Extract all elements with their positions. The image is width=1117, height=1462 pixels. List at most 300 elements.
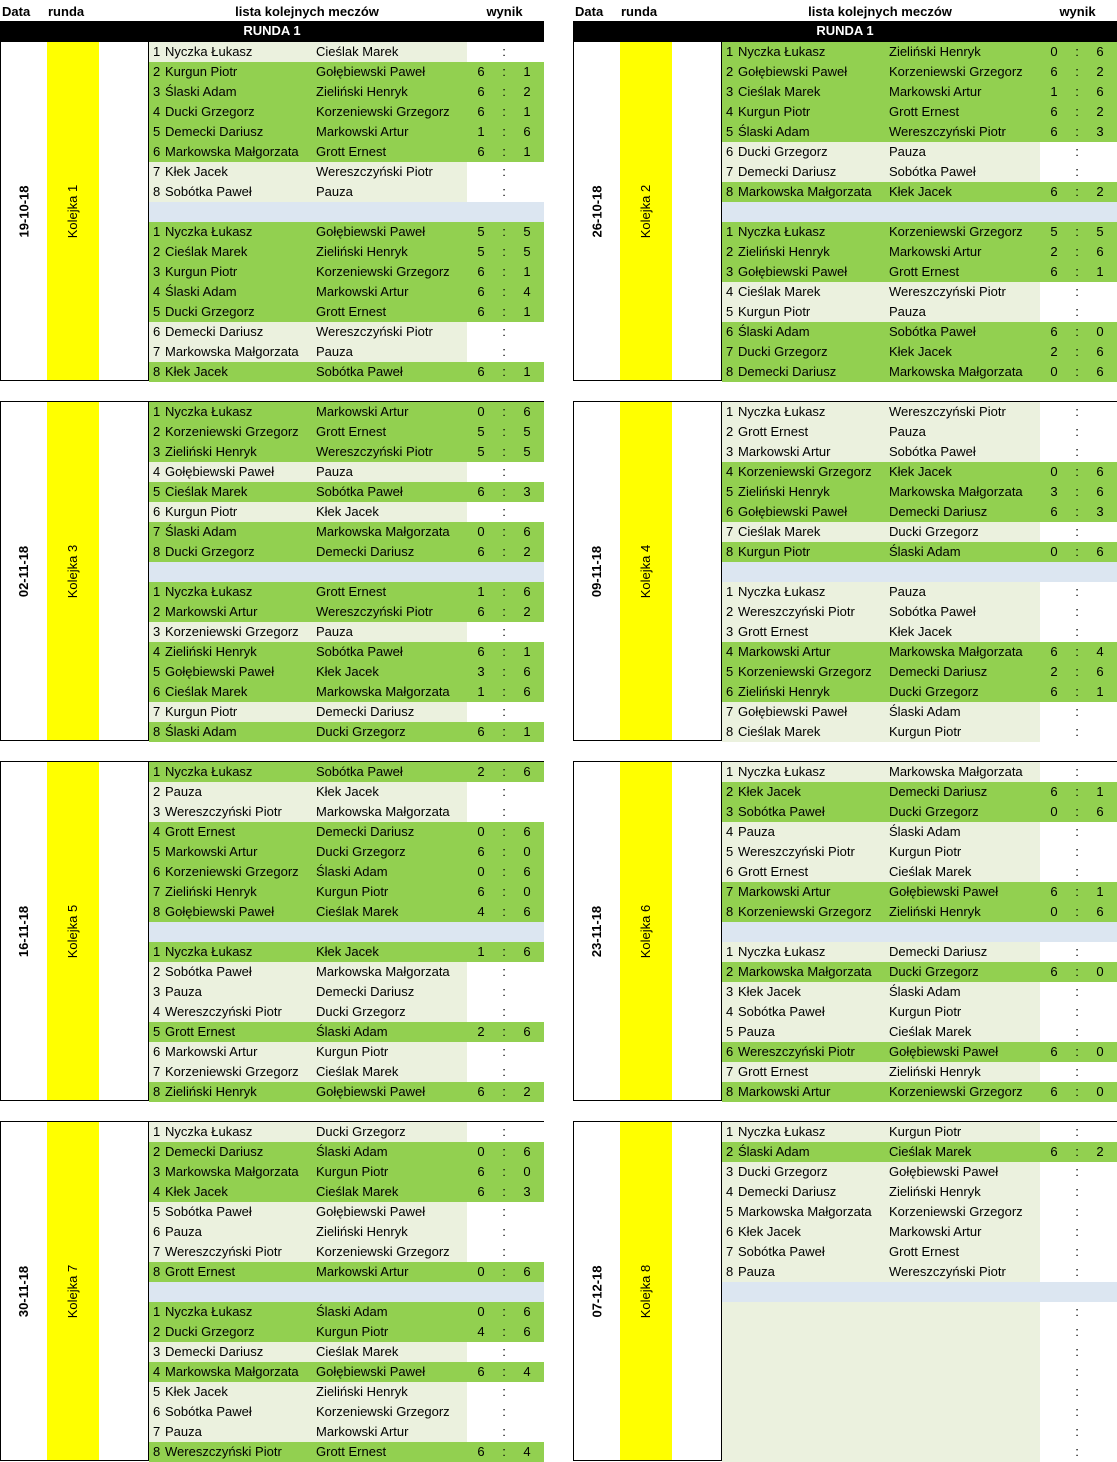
match-row bbox=[149, 1162, 544, 1182]
player-away: Markowska Małgorzata bbox=[889, 644, 1023, 659]
player-away: Ślaski Adam bbox=[889, 544, 961, 559]
match-number: 8 bbox=[726, 544, 734, 559]
score-away[interactable]: 3 bbox=[1096, 124, 1104, 139]
score-home[interactable]: 6 bbox=[477, 644, 485, 659]
score-home[interactable]: 0 bbox=[1050, 364, 1058, 379]
player-away: Grott Ernest bbox=[316, 144, 387, 159]
score-home[interactable]: 6 bbox=[477, 484, 485, 499]
score-colon: : bbox=[502, 1304, 506, 1319]
score-colon: : bbox=[1075, 604, 1079, 619]
score-away[interactable]: 6 bbox=[1096, 44, 1104, 59]
score-away[interactable]: 6 bbox=[523, 824, 531, 839]
match-row bbox=[149, 942, 544, 962]
score-home[interactable]: 6 bbox=[1050, 1084, 1058, 1099]
player-home: Demecki Dariusz bbox=[165, 324, 264, 339]
match-number: 3 bbox=[726, 84, 734, 99]
match-row bbox=[722, 422, 1117, 442]
header-runda: runda bbox=[621, 4, 658, 19]
match-row bbox=[149, 262, 544, 282]
match-row bbox=[149, 502, 544, 522]
score-home[interactable]: 6 bbox=[477, 64, 485, 79]
score-home[interactable]: 6 bbox=[1050, 124, 1058, 139]
score-home[interactable]: 6 bbox=[1050, 104, 1058, 119]
match-row bbox=[722, 582, 1117, 602]
score-away[interactable]: 3 bbox=[523, 484, 531, 499]
player-away: Ślaski Adam bbox=[889, 984, 961, 999]
score-colon: : bbox=[1075, 824, 1079, 839]
group-separator bbox=[149, 922, 544, 942]
score-home[interactable]: 2 bbox=[1050, 244, 1058, 259]
score-away[interactable]: 1 bbox=[523, 144, 531, 159]
score-away[interactable]: 2 bbox=[523, 544, 531, 559]
score-home[interactable]: 6 bbox=[1050, 64, 1058, 79]
score-home[interactable]: 6 bbox=[477, 724, 485, 739]
player-home: Wereszczyński Piotr bbox=[738, 844, 855, 859]
score-away[interactable]: 6 bbox=[523, 1144, 531, 1159]
player-away: Korzeniewski Grzegorz bbox=[316, 104, 450, 119]
score-away[interactable]: 1 bbox=[523, 644, 531, 659]
score-away[interactable]: 6 bbox=[1096, 664, 1104, 679]
player-home: Markowska Małgorzata bbox=[165, 344, 299, 359]
score-home[interactable]: 0 bbox=[477, 1144, 485, 1159]
score-colon: : bbox=[1075, 1344, 1079, 1359]
score-home[interactable]: 6 bbox=[1050, 1144, 1058, 1159]
score-home[interactable]: 6 bbox=[477, 604, 485, 619]
score-away[interactable]: 5 bbox=[523, 424, 531, 439]
score-home[interactable]: 6 bbox=[1050, 884, 1058, 899]
score-home[interactable]: 0 bbox=[477, 524, 485, 539]
match-row bbox=[149, 1442, 544, 1462]
score-home[interactable]: 1 bbox=[477, 124, 485, 139]
score-home[interactable]: 1 bbox=[477, 944, 485, 959]
player-home: Grott Ernest bbox=[165, 1024, 236, 1039]
score-home[interactable]: 6 bbox=[1050, 264, 1058, 279]
kolejka-cell bbox=[620, 42, 672, 380]
score-home[interactable]: 2 bbox=[477, 764, 485, 779]
date-label: 07-12-18 bbox=[589, 1264, 605, 1318]
match-row bbox=[149, 962, 544, 982]
score-home[interactable]: 6 bbox=[477, 1084, 485, 1099]
score-away[interactable]: 6 bbox=[523, 1024, 531, 1039]
score-home[interactable]: 6 bbox=[477, 1184, 485, 1199]
score-home[interactable]: 6 bbox=[1050, 184, 1058, 199]
match-row bbox=[149, 82, 544, 102]
score-away[interactable]: 2 bbox=[1096, 104, 1104, 119]
score-away[interactable]: 2 bbox=[523, 84, 531, 99]
player-home: Gołębiewski Paweł bbox=[165, 904, 275, 919]
player-home: Cieślak Marek bbox=[738, 524, 821, 539]
match-number: 3 bbox=[153, 624, 161, 639]
score-away[interactable]: 0 bbox=[523, 884, 531, 899]
score-away[interactable]: 1 bbox=[1096, 264, 1104, 279]
score-colon: : bbox=[502, 1224, 506, 1239]
score-colon: : bbox=[502, 284, 506, 299]
player-away: Markowska Małgorzata bbox=[316, 964, 450, 979]
player-home: Cieślak Marek bbox=[165, 484, 248, 499]
score-colon: : bbox=[502, 1344, 506, 1359]
player-away: Ducki Grzegorz bbox=[316, 844, 406, 859]
score-colon: : bbox=[502, 904, 506, 919]
round-block bbox=[573, 401, 1117, 741]
player-home: Grott Ernest bbox=[738, 424, 809, 439]
score-away[interactable]: 6 bbox=[1096, 464, 1104, 479]
score-home[interactable]: 3 bbox=[1050, 484, 1058, 499]
player-away: Wereszczyński Piotr bbox=[889, 1264, 1006, 1279]
score-away[interactable]: 5 bbox=[1096, 224, 1104, 239]
score-home[interactable]: 1 bbox=[477, 684, 485, 699]
score-home[interactable]: 6 bbox=[1050, 324, 1058, 339]
score-home[interactable]: 6 bbox=[1050, 684, 1058, 699]
score-home[interactable]: 6 bbox=[1050, 1044, 1058, 1059]
score-away[interactable]: 3 bbox=[523, 1184, 531, 1199]
date-cell bbox=[574, 762, 620, 1100]
score-away[interactable]: 1 bbox=[1096, 884, 1104, 899]
player-home: Zieliński Henryk bbox=[738, 244, 830, 259]
score-colon: : bbox=[502, 1024, 506, 1039]
match-number: 6 bbox=[153, 1404, 161, 1419]
score-colon: : bbox=[502, 264, 506, 279]
match-row bbox=[149, 722, 544, 742]
score-away[interactable]: 2 bbox=[523, 604, 531, 619]
score-home[interactable]: 0 bbox=[1050, 464, 1058, 479]
player-away: Pauza bbox=[316, 184, 353, 199]
player-home: Kłek Jacek bbox=[165, 164, 228, 179]
score-home[interactable]: 5 bbox=[477, 424, 485, 439]
player-away: Grott Ernest bbox=[889, 1244, 960, 1259]
player-away: Gołębiewski Paweł bbox=[316, 64, 426, 79]
score-home[interactable]: 1 bbox=[477, 584, 485, 599]
score-colon: : bbox=[502, 244, 506, 259]
score-home[interactable]: 2 bbox=[1050, 664, 1058, 679]
score-home[interactable]: 0 bbox=[477, 864, 485, 879]
match-number: 8 bbox=[726, 1264, 734, 1279]
score-away[interactable]: 6 bbox=[1096, 84, 1104, 99]
score-away[interactable]: 6 bbox=[523, 1324, 531, 1339]
group-separator bbox=[149, 1282, 544, 1302]
score-colon: : bbox=[1075, 1164, 1079, 1179]
player-away: Cieślak Marek bbox=[316, 44, 399, 59]
player-away: Kłek Jacek bbox=[889, 184, 952, 199]
player-home: Zieliński Henryk bbox=[165, 884, 257, 899]
score-away[interactable]: 0 bbox=[1096, 964, 1104, 979]
score-colon: : bbox=[502, 844, 506, 859]
player-away: Markowski Artur bbox=[316, 284, 409, 299]
player-away: Ślaski Adam bbox=[316, 1144, 388, 1159]
player-away: Pauza bbox=[316, 344, 353, 359]
score-away[interactable]: 6 bbox=[523, 904, 531, 919]
player-away: Cieślak Marek bbox=[316, 1064, 399, 1079]
score-away[interactable]: 1 bbox=[523, 304, 531, 319]
match-number: 7 bbox=[153, 1064, 161, 1079]
match-number: 4 bbox=[153, 1364, 161, 1379]
score-home[interactable]: 6 bbox=[477, 1444, 485, 1459]
score-colon: : bbox=[502, 1164, 506, 1179]
score-away[interactable]: 6 bbox=[523, 664, 531, 679]
score-home[interactable]: 2 bbox=[477, 1024, 485, 1039]
match-row bbox=[149, 802, 544, 822]
score-away[interactable]: 0 bbox=[523, 1164, 531, 1179]
match-number: 8 bbox=[726, 724, 734, 739]
date-cell bbox=[574, 402, 620, 740]
score-away[interactable]: 6 bbox=[1096, 544, 1104, 559]
score-away[interactable]: 6 bbox=[1096, 484, 1104, 499]
match-number: 5 bbox=[726, 124, 734, 139]
score-home[interactable]: 0 bbox=[477, 1304, 485, 1319]
score-home[interactable]: 6 bbox=[477, 144, 485, 159]
player-away: Kurgun Piotr bbox=[889, 1124, 962, 1139]
player-away: Kłek Jacek bbox=[316, 784, 379, 799]
kolejka-label: Kolejka 2 bbox=[638, 184, 654, 238]
date-label: 30-11-18 bbox=[16, 1265, 32, 1317]
match-number: 8 bbox=[153, 724, 161, 739]
score-away[interactable]: 6 bbox=[523, 944, 531, 959]
score-home[interactable]: 0 bbox=[477, 824, 485, 839]
player-home: Markowska Małgorzata bbox=[738, 1204, 872, 1219]
match-number: 3 bbox=[153, 444, 161, 459]
score-colon: : bbox=[502, 64, 506, 79]
score-home[interactable]: 1 bbox=[1050, 84, 1058, 99]
match-row bbox=[722, 462, 1117, 482]
score-away[interactable]: 1 bbox=[523, 64, 531, 79]
kolejka-label: Kolejka 8 bbox=[638, 1264, 654, 1318]
score-away[interactable]: 2 bbox=[1096, 1144, 1104, 1159]
match-row bbox=[722, 1242, 1117, 1262]
score-away[interactable]: 2 bbox=[1096, 184, 1104, 199]
score-away[interactable]: 6 bbox=[523, 584, 531, 599]
score-colon: : bbox=[502, 184, 506, 199]
score-home[interactable]: 6 bbox=[477, 544, 485, 559]
match-row bbox=[722, 642, 1117, 662]
match-number: 2 bbox=[726, 244, 734, 259]
match-row bbox=[722, 1002, 1117, 1022]
player-home: Sobótka Paweł bbox=[165, 964, 252, 979]
score-home[interactable]: 4 bbox=[477, 904, 485, 919]
match-number: 1 bbox=[726, 944, 734, 959]
player-away: Ślaski Adam bbox=[316, 864, 388, 879]
score-colon: : bbox=[1075, 224, 1079, 239]
score-colon: : bbox=[1075, 724, 1079, 739]
player-away: Sobótka Paweł bbox=[316, 644, 403, 659]
score-away[interactable]: 0 bbox=[1096, 1044, 1104, 1059]
player-home: Kurgun Piotr bbox=[738, 544, 811, 559]
score-away[interactable]: 1 bbox=[1096, 684, 1104, 699]
score-home[interactable]: 6 bbox=[1050, 784, 1058, 799]
score-colon: : bbox=[1075, 304, 1079, 319]
score-home[interactable]: 6 bbox=[477, 1364, 485, 1379]
match-number: 4 bbox=[153, 104, 161, 119]
score-home[interactable]: 2 bbox=[1050, 344, 1058, 359]
score-home[interactable]: 5 bbox=[477, 224, 485, 239]
score-home[interactable]: 6 bbox=[477, 264, 485, 279]
match-number: 7 bbox=[153, 164, 161, 179]
player-home: Korzeniewski Grzegorz bbox=[165, 424, 299, 439]
player-home: Nyczka Łukasz bbox=[165, 404, 253, 419]
player-away: Wereszczyński Piotr bbox=[889, 404, 1006, 419]
score-home[interactable]: 6 bbox=[477, 1164, 485, 1179]
score-home[interactable]: 3 bbox=[477, 664, 485, 679]
match-number: 1 bbox=[726, 764, 734, 779]
score-colon: : bbox=[502, 364, 506, 379]
player-away: Demecki Dariusz bbox=[889, 784, 988, 799]
score-away[interactable]: 4 bbox=[523, 1364, 531, 1379]
player-home: Nyczka Łukasz bbox=[165, 764, 253, 779]
score-away[interactable]: 1 bbox=[523, 724, 531, 739]
match-number: 4 bbox=[726, 824, 734, 839]
score-home[interactable]: 0 bbox=[477, 404, 485, 419]
score-colon: : bbox=[1075, 124, 1079, 139]
match-number: 6 bbox=[726, 1224, 734, 1239]
date-label: 09-11-18 bbox=[589, 545, 605, 597]
score-home[interactable]: 6 bbox=[477, 304, 485, 319]
score-colon: : bbox=[502, 944, 506, 959]
player-away: Pauza bbox=[889, 144, 926, 159]
match-number: 2 bbox=[726, 784, 734, 799]
match-number: 5 bbox=[153, 1024, 161, 1039]
score-home[interactable]: 6 bbox=[1050, 504, 1058, 519]
player-home: Sobótka Paweł bbox=[738, 804, 825, 819]
score-home[interactable]: 5 bbox=[477, 444, 485, 459]
score-colon: : bbox=[502, 1184, 506, 1199]
score-home[interactable]: 0 bbox=[1050, 44, 1058, 59]
score-away[interactable]: 3 bbox=[1096, 504, 1104, 519]
match-row bbox=[149, 1142, 544, 1162]
match-number: 3 bbox=[153, 804, 161, 819]
score-home[interactable]: 0 bbox=[1050, 544, 1058, 559]
player-away: Ducki Grzegorz bbox=[316, 1004, 406, 1019]
score-home[interactable]: 6 bbox=[1050, 644, 1058, 659]
match-row bbox=[722, 602, 1117, 622]
match-row bbox=[149, 1302, 544, 1322]
score-away[interactable]: 6 bbox=[1096, 804, 1104, 819]
score-colon: : bbox=[1075, 624, 1079, 639]
date-cell bbox=[1, 762, 47, 1100]
player-away: Markowski Artur bbox=[889, 84, 982, 99]
score-away[interactable]: 2 bbox=[1096, 64, 1104, 79]
score-home[interactable]: 0 bbox=[1050, 904, 1058, 919]
header-data: Data bbox=[575, 4, 604, 19]
score-home[interactable]: 6 bbox=[1050, 964, 1058, 979]
score-colon: : bbox=[502, 1204, 506, 1219]
player-away: Sobótka Paweł bbox=[316, 484, 403, 499]
score-away[interactable]: 5 bbox=[523, 224, 531, 239]
player-away: Ducki Grzegorz bbox=[316, 724, 406, 739]
score-away[interactable]: 4 bbox=[1096, 644, 1104, 659]
player-away: Markowski Artur bbox=[889, 1224, 982, 1239]
player-home: Pauza bbox=[738, 824, 775, 839]
score-away[interactable]: 6 bbox=[523, 1264, 531, 1279]
score-away[interactable]: 1 bbox=[1096, 784, 1104, 799]
match-number: 4 bbox=[726, 104, 734, 119]
score-home[interactable]: 6 bbox=[477, 884, 485, 899]
score-home[interactable]: 5 bbox=[477, 244, 485, 259]
score-home[interactable]: 6 bbox=[477, 364, 485, 379]
score-away[interactable]: 6 bbox=[523, 764, 531, 779]
player-home: Demecki Dariusz bbox=[165, 1344, 264, 1359]
score-colon: : bbox=[502, 1444, 506, 1459]
player-away: Markowska Małgorzata bbox=[316, 684, 450, 699]
score-colon: : bbox=[1075, 64, 1079, 79]
score-away[interactable]: 6 bbox=[523, 1304, 531, 1319]
score-colon: : bbox=[502, 604, 506, 619]
player-away: Markowska Małgorzata bbox=[889, 484, 1023, 499]
score-away[interactable]: 6 bbox=[1096, 364, 1104, 379]
player-away: Zieliński Henryk bbox=[316, 1224, 408, 1239]
player-away: Zieliński Henryk bbox=[889, 44, 981, 59]
score-away[interactable]: 0 bbox=[1096, 1084, 1104, 1099]
score-home[interactable]: 0 bbox=[1050, 804, 1058, 819]
group-separator bbox=[149, 202, 544, 222]
match-row bbox=[722, 722, 1117, 742]
score-away[interactable]: 1 bbox=[523, 264, 531, 279]
player-home: Gołębiewski Paweł bbox=[738, 704, 848, 719]
score-colon: : bbox=[502, 84, 506, 99]
score-away[interactable]: 6 bbox=[523, 864, 531, 879]
date-label: 19-10-18 bbox=[16, 184, 32, 238]
score-home[interactable]: 6 bbox=[477, 844, 485, 859]
score-away[interactable]: 0 bbox=[1096, 324, 1104, 339]
match-number: 5 bbox=[153, 304, 161, 319]
score-home[interactable]: 4 bbox=[477, 1324, 485, 1339]
score-home[interactable]: 6 bbox=[477, 104, 485, 119]
kolejka-label: Kolejka 7 bbox=[65, 1264, 81, 1318]
score-colon: : bbox=[1075, 1184, 1079, 1199]
score-home[interactable]: 0 bbox=[477, 1264, 485, 1279]
score-away[interactable]: 4 bbox=[523, 284, 531, 299]
player-home: Grott Ernest bbox=[165, 1264, 236, 1279]
score-colon: : bbox=[502, 144, 506, 159]
player-away: Markowski Artur bbox=[316, 1264, 409, 1279]
match-number: 6 bbox=[153, 1224, 161, 1239]
score-home[interactable]: 5 bbox=[1050, 224, 1058, 239]
score-away[interactable]: 2 bbox=[523, 1084, 531, 1099]
score-away[interactable]: 1 bbox=[523, 104, 531, 119]
match-number: 7 bbox=[726, 1244, 734, 1259]
player-home: Cieślak Marek bbox=[165, 684, 248, 699]
runda-bar: RUNDA 1 bbox=[0, 21, 544, 41]
match-row bbox=[722, 762, 1117, 782]
score-away[interactable]: 6 bbox=[1096, 904, 1104, 919]
date-label: 02-11-18 bbox=[16, 545, 32, 597]
score-away[interactable]: 6 bbox=[1096, 244, 1104, 259]
match-number: 7 bbox=[726, 704, 734, 719]
match-number: 3 bbox=[153, 1344, 161, 1359]
score-away[interactable]: 0 bbox=[523, 844, 531, 859]
player-home: Korzeniewski Grzegorz bbox=[738, 664, 872, 679]
match-row bbox=[149, 1022, 544, 1042]
score-away[interactable]: 6 bbox=[523, 404, 531, 419]
match-number: 7 bbox=[726, 1064, 734, 1079]
score-colon: : bbox=[1075, 1304, 1079, 1319]
score-away[interactable]: 6 bbox=[523, 124, 531, 139]
match-row bbox=[149, 402, 544, 422]
match-row bbox=[722, 322, 1117, 342]
match-number: 4 bbox=[726, 1004, 734, 1019]
score-away[interactable]: 1 bbox=[523, 364, 531, 379]
score-away[interactable]: 6 bbox=[523, 524, 531, 539]
score-away[interactable]: 5 bbox=[523, 244, 531, 259]
player-home: Gołębiewski Paweł bbox=[738, 64, 848, 79]
score-colon: : bbox=[1075, 144, 1079, 159]
score-away[interactable]: 4 bbox=[523, 1444, 531, 1459]
player-away: Pauza bbox=[316, 464, 353, 479]
player-home: Pauza bbox=[165, 1424, 202, 1439]
score-away[interactable]: 5 bbox=[523, 444, 531, 459]
score-away[interactable]: 6 bbox=[1096, 344, 1104, 359]
score-away[interactable]: 6 bbox=[523, 684, 531, 699]
score-home[interactable]: 6 bbox=[477, 284, 485, 299]
kolejka-cell bbox=[47, 42, 99, 380]
score-home[interactable]: 6 bbox=[477, 84, 485, 99]
